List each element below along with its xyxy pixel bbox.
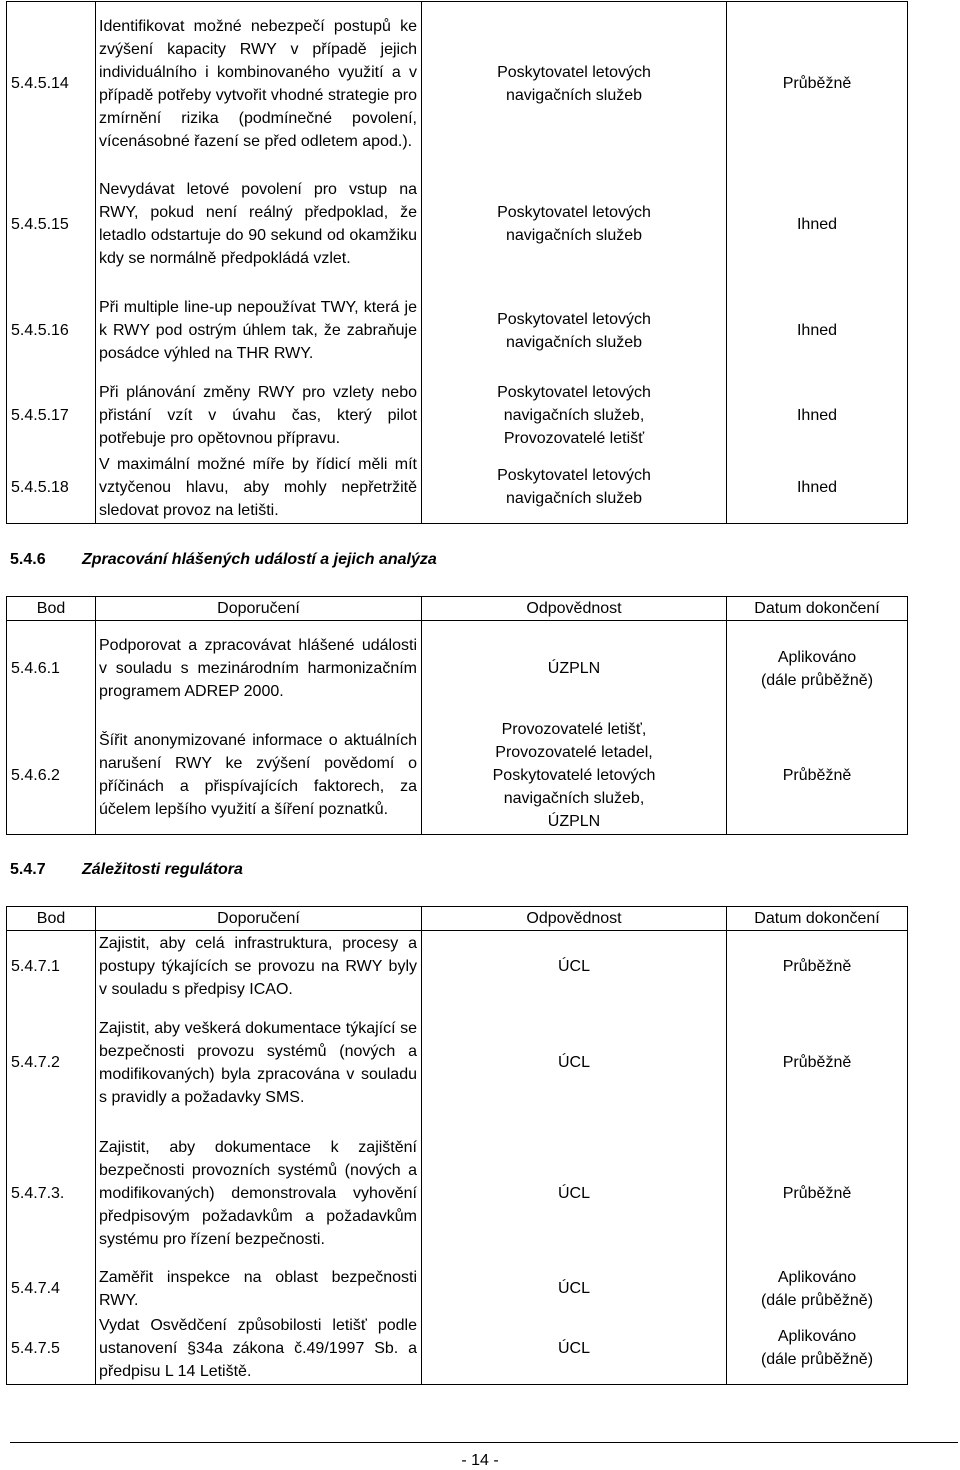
date-cell: Ihned xyxy=(727,283,908,379)
table-row xyxy=(7,717,908,835)
responsibility-cell: Poskytovatel letových navigačních služeb xyxy=(422,452,727,524)
responsibility-cell: ÚCL xyxy=(422,1265,727,1313)
date-cell: Ihned xyxy=(727,452,908,524)
table-row xyxy=(7,1265,908,1313)
bod-cell: 5.4.7.4 xyxy=(7,1265,96,1313)
recommendation-cell: Zajistit, aby celá infrastruktura, procesy a postupy týkajících se provozu na RWY byly v souladu s předpisy ICAO. xyxy=(96,931,422,1003)
table-5-4-6 xyxy=(6,596,908,835)
header-datum: Datum dokončení xyxy=(727,597,908,621)
date-cell: Aplikováno (dále průběžně) xyxy=(727,621,908,717)
recommendation-cell: Při multiple line-up nepoužívat TWY, která je k RWY pod ostrým úhlem tak, že zabraňuje posádce výhled na THR RWY. xyxy=(96,283,422,379)
responsibility-cell: Poskytovatel letových navigačních služeb xyxy=(422,166,727,283)
table-row xyxy=(7,1003,908,1123)
recommendation-cell: V maximální možné míře by řídicí měli mít vztyčenou hlavu, aby mohly nepřetržitě sledovat provoz na letišti. xyxy=(96,452,422,524)
header-datum: Datum dokončení xyxy=(727,907,908,931)
responsibility-cell: Poskytovatel letových navigačních služeb xyxy=(422,2,727,166)
responsibility-cell: ÚCL xyxy=(422,931,727,1003)
responsibility-cell: Poskytovatel letových navigačních služeb, Provozovatelé letišť xyxy=(422,379,727,452)
recommendation-cell: Identifikovat možné nebezpečí postupů ke zvýšení kapacity RWY v případě jejich individuálního i kombinovaného využití a v případě potřeby vytvořit vhodné strategie pro zmírnění rizika (podmínečné povolení, vícenásobné řazení se před odletem apod.). xyxy=(96,2,422,166)
date-cell: Průběžně xyxy=(727,717,908,835)
table-row xyxy=(7,166,908,283)
header-bod: Bod xyxy=(7,597,96,621)
date-cell: Aplikováno (dále průběžně) xyxy=(727,1265,908,1313)
section-number: 5.4.6 xyxy=(10,551,46,568)
bod-cell: 5.4.5.17 xyxy=(7,379,96,452)
header-odpovednost: Odpovědnost xyxy=(422,597,727,621)
bod-cell: 5.4.7.1 xyxy=(7,931,96,1003)
table-row xyxy=(7,1313,908,1385)
date-cell: Aplikováno (dále průběžně) xyxy=(727,1313,908,1385)
recommendation-cell: Nevydávat letové povolení pro vstup na RWY, pokud není reálný předpoklad, že letadlo odstartuje do 90 sekund od okamžiku kdy se normálně předpokládá vzlet. xyxy=(96,166,422,283)
recommendation-cell: Šířit anonymizované informace o aktuálních narušení RWY ke zvýšení povědomí o příčinách a přispívajících faktorech, za účelem lepšího využití a šíření poznatků. xyxy=(96,717,422,835)
table-5-4-7 xyxy=(6,906,908,1385)
bod-cell: 5.4.5.15 xyxy=(7,166,96,283)
page-number: - 14 - xyxy=(461,1452,499,1469)
bod-cell: 5.4.6.2 xyxy=(7,717,96,835)
responsibility-cell: ÚCL xyxy=(422,1123,727,1265)
bod-cell: 5.4.7.2 xyxy=(7,1003,96,1123)
footer-divider xyxy=(10,1442,958,1443)
date-cell: Průběžně xyxy=(727,1003,908,1123)
responsibility-cell: Provozovatelé letišť, Provozovatelé letadel, Poskytovatelé letových navigačních služeb, ÚZPLN xyxy=(422,717,727,835)
bod-cell: 5.4.7.5 xyxy=(7,1313,96,1385)
recommendation-cell: Zajistit, aby veškerá dokumentace týkající se bezpečnosti provozu systémů (nových a modifikovaných) byla zpracována v souladu s pravidly a požadavky SMS. xyxy=(96,1003,422,1123)
table-row xyxy=(7,931,908,1003)
section-number: 5.4.7 xyxy=(10,861,46,878)
section-heading-5-4-7 xyxy=(10,861,243,879)
recommendation-cell: Zaměřit inspekce na oblast bezpečnosti RWY. xyxy=(96,1265,422,1313)
table-row xyxy=(7,1123,908,1265)
table-header-row xyxy=(7,907,908,931)
header-bod: Bod xyxy=(7,907,96,931)
header-doporuceni: Doporučení xyxy=(96,597,422,621)
date-cell: Ihned xyxy=(727,166,908,283)
recommendation-cell: Při plánování změny RWY pro vzlety nebo přistání vzít v úvahu čas, který pilot potřebuje pro opětovnou přípravu. xyxy=(96,379,422,452)
responsibility-cell: Poskytovatel letových navigačních služeb xyxy=(422,283,727,379)
responsibility-cell: ÚCL xyxy=(422,1313,727,1385)
responsibility-cell: ÚZPLN xyxy=(422,621,727,717)
table-row xyxy=(7,379,908,452)
bod-cell: 5.4.6.1 xyxy=(7,621,96,717)
table-row xyxy=(7,2,908,166)
date-cell: Průběžně xyxy=(727,2,908,166)
table-row xyxy=(7,283,908,379)
bod-cell: 5.4.7.3. xyxy=(7,1123,96,1265)
bod-cell: 5.4.5.14 xyxy=(7,2,96,166)
responsibility-cell: ÚCL xyxy=(422,1003,727,1123)
recommendation-cell: Zajistit, aby dokumentace k zajištění bezpečnosti provozních systémů (nových a modifikovaných) demonstrovala vyhovění předpisovým požadavkům a požadavkům systému pro řízení bezpečnosti. xyxy=(96,1123,422,1265)
date-cell: Průběžně xyxy=(727,1123,908,1265)
table-row xyxy=(7,621,908,717)
bod-cell: 5.4.5.16 xyxy=(7,283,96,379)
date-cell: Průběžně xyxy=(727,931,908,1003)
section-title: Zpracování hlášených událostí a jejich analýza xyxy=(82,551,437,568)
table-5-4-5-continuation xyxy=(6,1,908,524)
table-row xyxy=(7,452,908,524)
section-heading-5-4-6 xyxy=(10,551,437,569)
header-odpovednost: Odpovědnost xyxy=(422,907,727,931)
bod-cell: 5.4.5.18 xyxy=(7,452,96,524)
recommendation-cell: Vydat Osvědčení způsobilosti letišť podle ustanovení §34a zákona č.49/1997 Sb. a předpisu L 14 Letiště. xyxy=(96,1313,422,1385)
recommendation-cell: Podporovat a zpracovávat hlášené události v souladu s mezinárodním harmonizačním programem ADREP 2000. xyxy=(96,621,422,717)
section-title: Záležitosti regulátora xyxy=(82,861,243,878)
date-cell: Ihned xyxy=(727,379,908,452)
header-doporuceni: Doporučení xyxy=(96,907,422,931)
table-header-row xyxy=(7,597,908,621)
